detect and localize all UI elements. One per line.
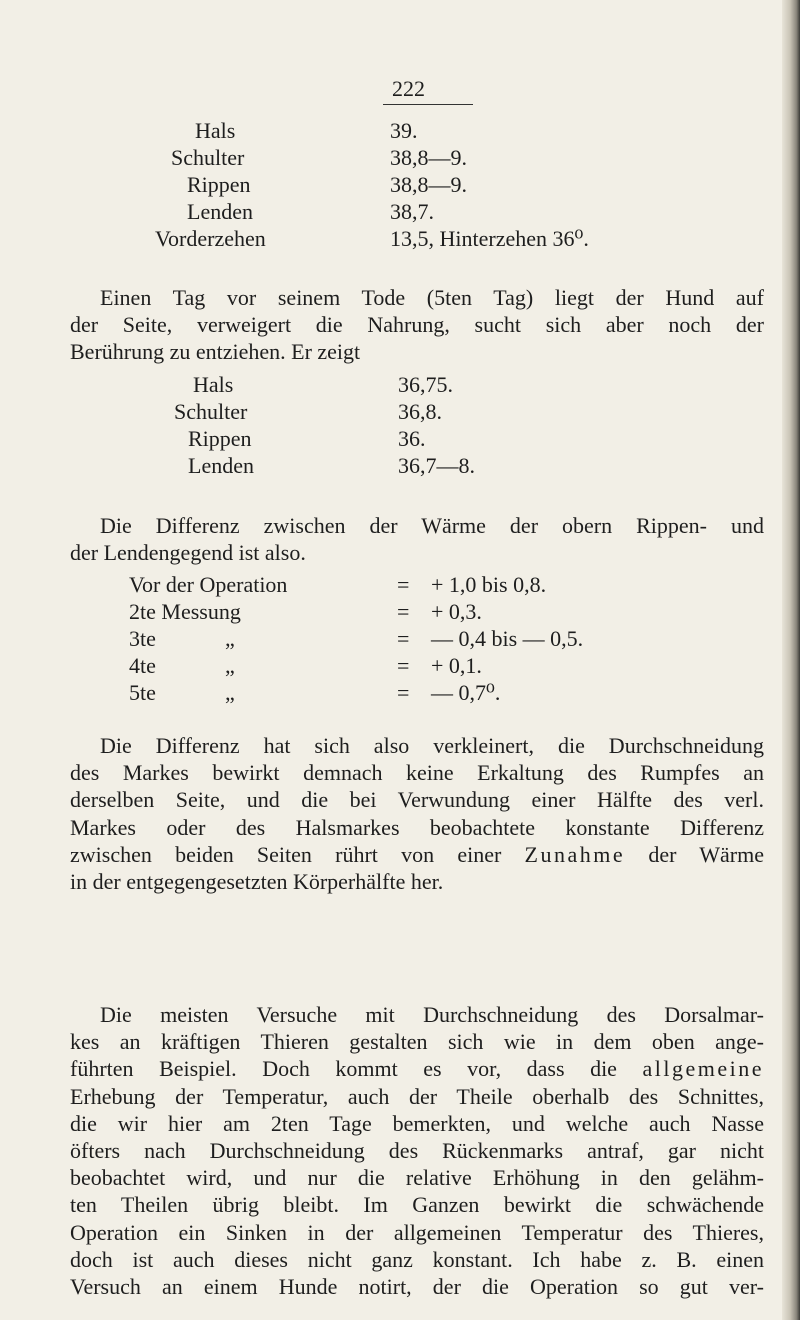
equals-sign: = xyxy=(397,599,410,624)
temperature-table-1 xyxy=(0,117,800,252)
table-row xyxy=(0,452,800,479)
table-value: 13,5, Hinterzehen 36⁰. xyxy=(390,226,589,251)
table-row xyxy=(0,371,800,398)
table-row xyxy=(0,144,800,171)
table-row xyxy=(0,571,800,598)
text-segment: zwischen beiden Seiten rührt von einer xyxy=(70,841,502,867)
text-segment: der Wärme xyxy=(648,841,764,867)
text-line xyxy=(70,1055,764,1082)
equals-sign: = xyxy=(397,572,410,597)
table-value: + 0,1. xyxy=(431,653,482,678)
paragraph-1 xyxy=(70,284,764,366)
table-row xyxy=(0,625,800,652)
text-line: ten Theilen übrig bleibt. Im Ganzen bewirkt die schwächende xyxy=(70,1192,764,1218)
difference-table xyxy=(0,571,800,706)
temperature-table-2 xyxy=(0,371,800,479)
table-value: 36. xyxy=(398,426,426,451)
table-value: 36,7—8. xyxy=(398,453,475,478)
text-line: doch ist auch dieses nicht ganz konstant. Ich habe z. B. einen xyxy=(70,1246,764,1272)
text-line xyxy=(70,841,764,868)
paragraph-4 xyxy=(70,1001,764,1300)
table-label: Lenden xyxy=(187,199,253,224)
text-line: öfters nach Durchschneidung des Rückenmarks antraf, gar nicht xyxy=(70,1137,764,1163)
text-line: Die Differenz zwischen der Wärme der obern Rippen- und xyxy=(100,513,764,538)
page-number: 222 xyxy=(392,76,425,101)
equals-sign: = xyxy=(397,653,410,678)
text-line: Einen Tag vor seinem Tode (5ten Tag) liegt der Hund auf xyxy=(100,285,764,310)
table-label: Lenden xyxy=(188,453,254,478)
text-line: kes an kräftigen Thieren gestalten sich wie in dem oben ange- xyxy=(70,1029,764,1055)
table-label: Rippen xyxy=(188,426,252,451)
table-label: 5te xyxy=(129,680,156,705)
table-label: Rippen xyxy=(187,172,251,197)
table-label: Hals xyxy=(193,372,234,397)
emphasized-word: allgemeine xyxy=(642,1056,764,1082)
table-row xyxy=(0,198,800,225)
table-row xyxy=(0,398,800,425)
equals-sign: = xyxy=(397,626,410,651)
paragraph-2 xyxy=(70,512,764,566)
text-line: Versuch an einem Hunde notirt, der die Operation so gut ver- xyxy=(70,1273,764,1299)
equals-sign: = xyxy=(397,680,410,705)
table-value: + 0,3. xyxy=(431,599,482,624)
text-line: der Lendengegend ist also. xyxy=(70,540,306,566)
text-line: der Seite, verweigert die Nahrung, sucht sich aber noch der xyxy=(70,312,764,338)
text-line: beobachtet wird, und nur die relative Erhöhung in den gelähm- xyxy=(70,1165,764,1191)
table-label: Vorderzehen xyxy=(155,226,266,251)
table-row xyxy=(0,117,800,144)
ditto-mark: „ xyxy=(225,680,235,705)
table-label: 3te xyxy=(129,626,156,651)
text-line: in der entgegengesetzten Körperhälfte her. xyxy=(70,868,444,894)
table-label: Hals xyxy=(195,118,236,143)
table-value: — 0,4 bis — 0,5. xyxy=(431,626,584,651)
table-value: 38,8—9. xyxy=(390,172,467,197)
text-line: Die meisten Versuche mit Durchschneidung des Dorsalmar- xyxy=(100,1002,764,1027)
text-line: des Markes bewirkt demnach keine Erkaltung des Rumpfes an xyxy=(70,760,764,786)
table-row xyxy=(0,171,800,198)
text-segment: führten Beispiel. Doch kommt es vor, dass die xyxy=(70,1056,617,1082)
table-row xyxy=(0,225,800,252)
text-line: Die Differenz hat sich also verkleinert, die Durchschneidung xyxy=(100,733,764,758)
text-line: Berührung zu entziehen. Er zeigt xyxy=(70,339,361,365)
table-value: + 1,0 bis 0,8. xyxy=(431,572,547,597)
text-line: derselben Seite, und die bei Verwundung einer Hälfte des verl. xyxy=(70,787,764,813)
table-label: 2te Messung xyxy=(129,599,241,624)
text-line: Operation ein Sinken in der allgemeinen Temperatur des Thieres, xyxy=(70,1219,764,1245)
table-value: 38,8—9. xyxy=(390,145,467,170)
text-line: Markes oder des Halsmarkes beobachtete konstante Differenz xyxy=(70,814,764,840)
table-row xyxy=(0,425,800,452)
ditto-mark: „ xyxy=(225,653,235,678)
table-label: Vor der Operation xyxy=(129,572,288,597)
text-line: Erhebung der Temperatur, auch der Theile oberhalb des Schnittes, xyxy=(70,1083,764,1109)
table-value: 38,7. xyxy=(390,199,434,224)
table-value: 39. xyxy=(390,118,418,143)
paragraph-3 xyxy=(70,732,764,895)
header-rule xyxy=(383,104,473,105)
table-label: Schulter xyxy=(174,399,248,424)
table-value: — 0,7⁰. xyxy=(431,680,501,705)
table-label: Schulter xyxy=(171,145,245,170)
table-row xyxy=(0,598,800,625)
table-row xyxy=(0,679,800,706)
table-value: 36,75. xyxy=(398,372,453,397)
table-value: 36,8. xyxy=(398,399,442,424)
ditto-mark: „ xyxy=(225,626,235,651)
table-label: 4te xyxy=(129,653,156,678)
emphasized-word: Zunahme xyxy=(524,841,626,867)
table-row xyxy=(0,652,800,679)
text-line: die wir hier am 2ten Tage bemerkten, und welche auch Nasse xyxy=(70,1110,764,1136)
